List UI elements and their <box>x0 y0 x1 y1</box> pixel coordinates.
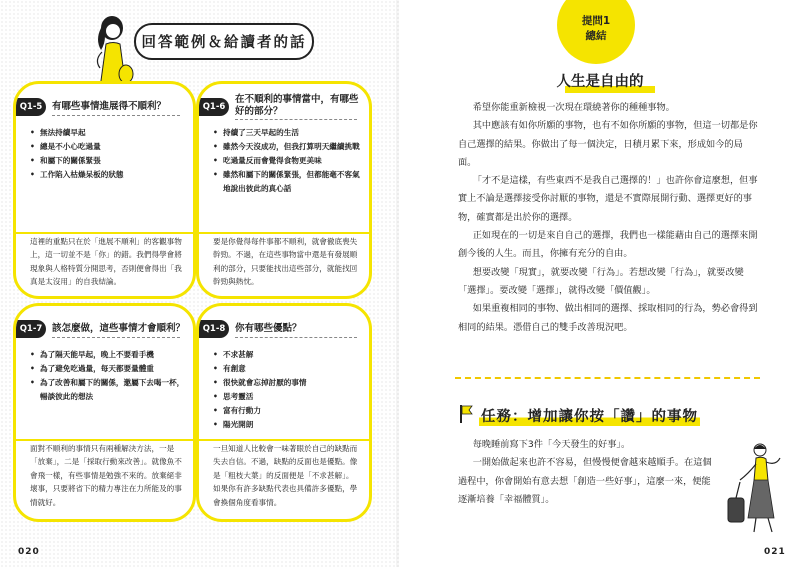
answer-list <box>30 348 186 404</box>
answer-item: • 陽光開朗 <box>213 418 361 432</box>
answer-item: • 很快就會忘掉討厭的事情 <box>213 376 361 390</box>
answer-list <box>213 126 361 196</box>
answer-item: • 為了隔天能早起，晚上不要看手機 <box>30 348 186 362</box>
question-text: 該怎麼做，這些事情才會順利？ <box>52 323 186 334</box>
summary-body <box>458 99 758 337</box>
question-number-badge: Q1-6 <box>199 98 229 116</box>
answer-item: • 吃過量反而會覺得食物更美味 <box>213 154 361 168</box>
body-paragraph: 希望你能重新檢視一次現在環繞著你的種種事物。 <box>472 102 675 113</box>
body-paragraph: 「才不是這樣，有些東西不是我自己選擇的！」也許你會這麼想，但事實上不論是選擇接受你討厭的事物，還是不實際展開行動、選擇更好的事物，確實都是出於你的選擇。 <box>458 175 758 223</box>
summary-title: 人生是自由的 <box>556 74 644 90</box>
card-note: 一旦知道人比較會一味著眼於自己的缺點而失去自信。不過，缺點的反面也是優點。像是「粗枝大葉」的反面便是「不求甚解」。如果你有許多缺點代表也具備許多優點，學會換個角度看事情。 <box>213 444 358 507</box>
answer-item: • 雖然今天沒成功，但我打算明天繼續挑戰 <box>213 140 361 154</box>
answer-item: • 有創意 <box>213 362 361 376</box>
answer-item: • 為了改善和屬下的關係，邀屬下去喝一杯，暢談彼此的想法 <box>30 376 186 404</box>
mission-paragraph: 每晚睡前寫下3件「今天發生的好事」。 <box>472 439 631 450</box>
traveler-illustration <box>720 440 790 540</box>
answer-item: • 為了避免吃過量，每天都要量體重 <box>30 362 186 376</box>
answer-card-q1-6 <box>196 81 372 299</box>
answer-item: • 持續了三天早起的生活 <box>213 126 361 140</box>
answer-item: • 工作陷入枯燥呆板的狀態 <box>30 168 190 182</box>
question-divider <box>52 337 180 339</box>
card-note: 要是你覺得每件事都不順利，就會徹底喪失幹勁。不過，在這些事物當中還是有發展順利的部分，只要能找出這些部分，就能找回幹勁與熱忱。 <box>213 237 358 287</box>
answer-item: • 不求甚解 <box>213 348 361 362</box>
page-number-left: 020 <box>18 547 40 557</box>
answer-card-q1-5 <box>13 81 196 299</box>
left-page <box>0 0 399 567</box>
card-note: 這裡的重點只在於「進展不順利」的客觀事物上，這一切並不是「你」的錯。我們得學會將現象與人格特質分開思考，否則便會得出「我真是太沒用」的自我結論。 <box>30 237 182 287</box>
body-paragraph: 想要改變「現實」，就要改變「行為」。若想改變「行為」，就要改變「選擇」。要改變「選擇」，就得改變「價值觀」。 <box>458 266 744 296</box>
answer-item: • 思考靈活 <box>213 390 361 404</box>
body-paragraph: 正如現在的一切是來自自己的選擇，我們也一樣能藉由自己的選擇來開創今後的人生。而且，你擁有充分的自由。 <box>458 230 758 260</box>
card-divider <box>16 232 193 234</box>
card-divider <box>199 232 369 234</box>
question-divider <box>235 119 357 121</box>
card-note: 面對不順利的事情只有兩種解決方法，一是「放棄」，二是「採取行動來改善」。就像魚不會飛一樣，有些事情是勉強不來的。放棄絕非壞事，只要將省下的精力專注在力所能及的事情就好。 <box>30 444 182 507</box>
question-text: 你有哪些優點？ <box>235 323 302 334</box>
answer-list <box>30 126 190 182</box>
question-text: 有哪些事情進展得不順利？ <box>52 101 167 112</box>
question-number-badge: Q1-5 <box>16 98 46 116</box>
question-divider <box>52 115 180 117</box>
section-divider <box>455 377 760 379</box>
mission-paragraph: 一開始做起來也許不容易，但慢慢便會越來越順手。在這個過程中，你會開始有意去想「創造一些好事」，這麼一來，便能逐漸培養「幸福體質」。 <box>458 457 712 505</box>
section-header: 回答範例＆給讀者的話 <box>134 23 314 60</box>
badge-line-1: 提問1 <box>581 15 611 27</box>
page-number-right: 021 <box>764 547 786 557</box>
body-paragraph: 其中應該有如你所願的事物，也有不如你所願的事物，但這一切都是你自己選擇的結果。你做出了每一個決定，日積月累下來，形成如今的局面。 <box>458 120 758 168</box>
answer-item: • 富有行動力 <box>213 404 361 418</box>
question-number-badge: Q1-7 <box>16 320 46 338</box>
badge-line-2: 總結 <box>585 30 607 42</box>
question-number-badge: Q1-8 <box>199 320 229 338</box>
mission-body <box>458 436 718 509</box>
body-paragraph: 如果重複相同的事物、做出相同的選擇、採取相同的行為，勢必會得到相同的結果。憑借自己的雙手改善現況吧。 <box>458 303 758 333</box>
question-text: 在不順利的事情當中，有哪些好的部分？ <box>235 94 359 117</box>
answer-card-q1-8 <box>196 303 372 522</box>
flag-icon <box>459 405 473 423</box>
answer-item: • 雖然和屬下的關係緊張，但都能毫不客氣地說出彼此的真心話 <box>213 168 361 196</box>
card-divider <box>16 439 193 441</box>
mission-title: 任務：增加讓你按「讚」的事物 <box>479 405 700 426</box>
answer-card-q1-7 <box>13 303 196 522</box>
question-divider <box>235 337 357 339</box>
card-divider <box>199 439 369 441</box>
answer-item: • 和屬下的關係緊張 <box>30 154 190 168</box>
answer-item: • 無法持續早起 <box>30 126 190 140</box>
answer-item: • 總是不小心吃過量 <box>30 140 190 154</box>
answer-list <box>213 348 361 432</box>
